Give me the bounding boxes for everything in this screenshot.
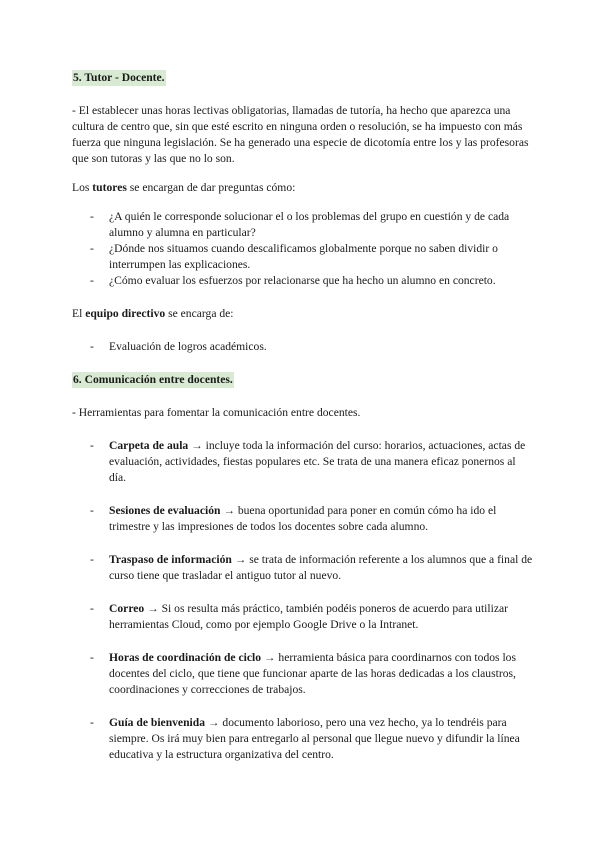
tool-text: herramienta básica para coordinarnos con todos los docentes del ciclo, que tiene que funcionar aparte de las horas dedicadas a los claustros, coordinaciones y correcciones de trabajos. <box>109 651 516 696</box>
tool-text: documento laborioso, pero una vez hecho, ya lo tendréis para siempre. Os irá muy bien para entregarlo al personal que llegue nuevo y difundir la línea educativa y la estructura organizativa del centro. <box>109 716 520 761</box>
arrow-icon: → <box>261 651 279 664</box>
list-item-text: ¿Dónde nos situamos cuando descalificamos globalmente porque no saben dividir o interrumpen las explicaciones. <box>109 242 498 271</box>
section-6 <box>72 372 534 763</box>
tool-item-carpeta <box>72 438 534 486</box>
tool-title: Guía de bienvenida <box>109 716 205 729</box>
tutores-bold: tutores <box>92 181 127 194</box>
list-marker: - <box>90 274 94 287</box>
document-content <box>72 70 534 780</box>
arrow-icon: → <box>220 504 238 517</box>
tutores-prefix: Los <box>72 181 93 194</box>
equipo-prefix: El <box>72 307 86 320</box>
equipo-bold: equipo directivo <box>85 307 166 320</box>
tool-text: incluye toda la información del curso: horarios, actuaciones, actas de evaluación, actividades, fiestas populares etc. Se trata de una manera eficaz ponernos al día. <box>109 439 526 484</box>
equipo-paragraph <box>72 306 534 322</box>
list-item <box>72 339 534 355</box>
equipo-list <box>72 339 534 355</box>
list-marker: - <box>90 340 94 353</box>
equipo-suffix: se encarga de: <box>165 307 234 320</box>
tool-item-guia <box>72 715 534 763</box>
tool-item-sesiones <box>72 503 534 535</box>
list-marker: - <box>90 716 94 729</box>
list-marker: - <box>90 242 94 255</box>
section-6-heading: 6. Comunicación entre docentes. <box>73 373 233 386</box>
tool-text: Si os resulta más práctico, también podéis poneros de acuerdo para utilizar herramientas Cloud, como por ejemplo Google Drive o la Intranet. <box>109 602 509 631</box>
list-item <box>72 209 534 241</box>
tool-title: Sesiones de evaluación <box>109 504 221 517</box>
tool-item-horas <box>72 650 534 698</box>
tool-item-traspaso <box>72 552 534 584</box>
tool-title: Carpeta de aula <box>109 439 189 452</box>
tool-item-correo <box>72 601 534 633</box>
section-5-intro: - El establecer unas horas lectivas obligatorias, llamadas de tutoría, ha hecho que aparezca una cultura de centro que, sin que esté escrito en ninguna orden o resolución, se ha impuesto con más fuerza que ninguna legislación. Se ha generado una especie de dicotomía entre los y las profesoras que son tutoras y las que no lo son. <box>72 104 529 165</box>
tool-title: Correo <box>109 602 145 615</box>
tutores-suffix: se encargan de dar preguntas cómo: <box>126 181 296 194</box>
section-5 <box>72 70 534 355</box>
list-item <box>72 241 534 273</box>
tool-text: se trata de información referente a los alumnos que a final de curso tiene que trasladar el antiguo tutor al nuevo. <box>109 553 533 582</box>
list-marker: - <box>90 504 94 517</box>
tool-title: Traspaso de información <box>109 553 232 566</box>
list-marker: - <box>90 602 94 615</box>
arrow-icon: → <box>205 716 223 729</box>
list-marker: - <box>90 651 94 664</box>
list-marker: - <box>90 553 94 566</box>
list-item <box>72 273 534 289</box>
tool-text: buena oportunidad para poner en común cómo ha ido el trimestre y las impresiones de todos los docentes sobre cada alumno. <box>109 504 497 533</box>
tutores-paragraph <box>72 180 534 196</box>
section-6-intro: - Herramientas para fomentar la comunicación entre docentes. <box>72 406 361 419</box>
tutores-list <box>72 209 534 289</box>
section-5-heading: 5. Tutor - Docente. <box>73 71 165 84</box>
arrow-icon: → <box>231 553 250 566</box>
arrow-icon: → <box>144 602 162 615</box>
list-marker: - <box>90 210 94 223</box>
tool-title: Horas de coordinación de ciclo <box>109 651 261 664</box>
arrow-icon: → <box>188 439 206 452</box>
list-marker: - <box>90 439 94 452</box>
list-item-text: ¿A quién le corresponde solucionar el o los problemas del grupo en cuestión y de cada alumno y alumna en particular? <box>109 210 510 239</box>
list-item-text: ¿Cómo evaluar los esfuerzos por relacionarse que ha hecho un alumno en concreto. <box>109 274 496 287</box>
tools-list <box>72 438 534 763</box>
list-item-text: Evaluación de logros académicos. <box>109 340 267 353</box>
